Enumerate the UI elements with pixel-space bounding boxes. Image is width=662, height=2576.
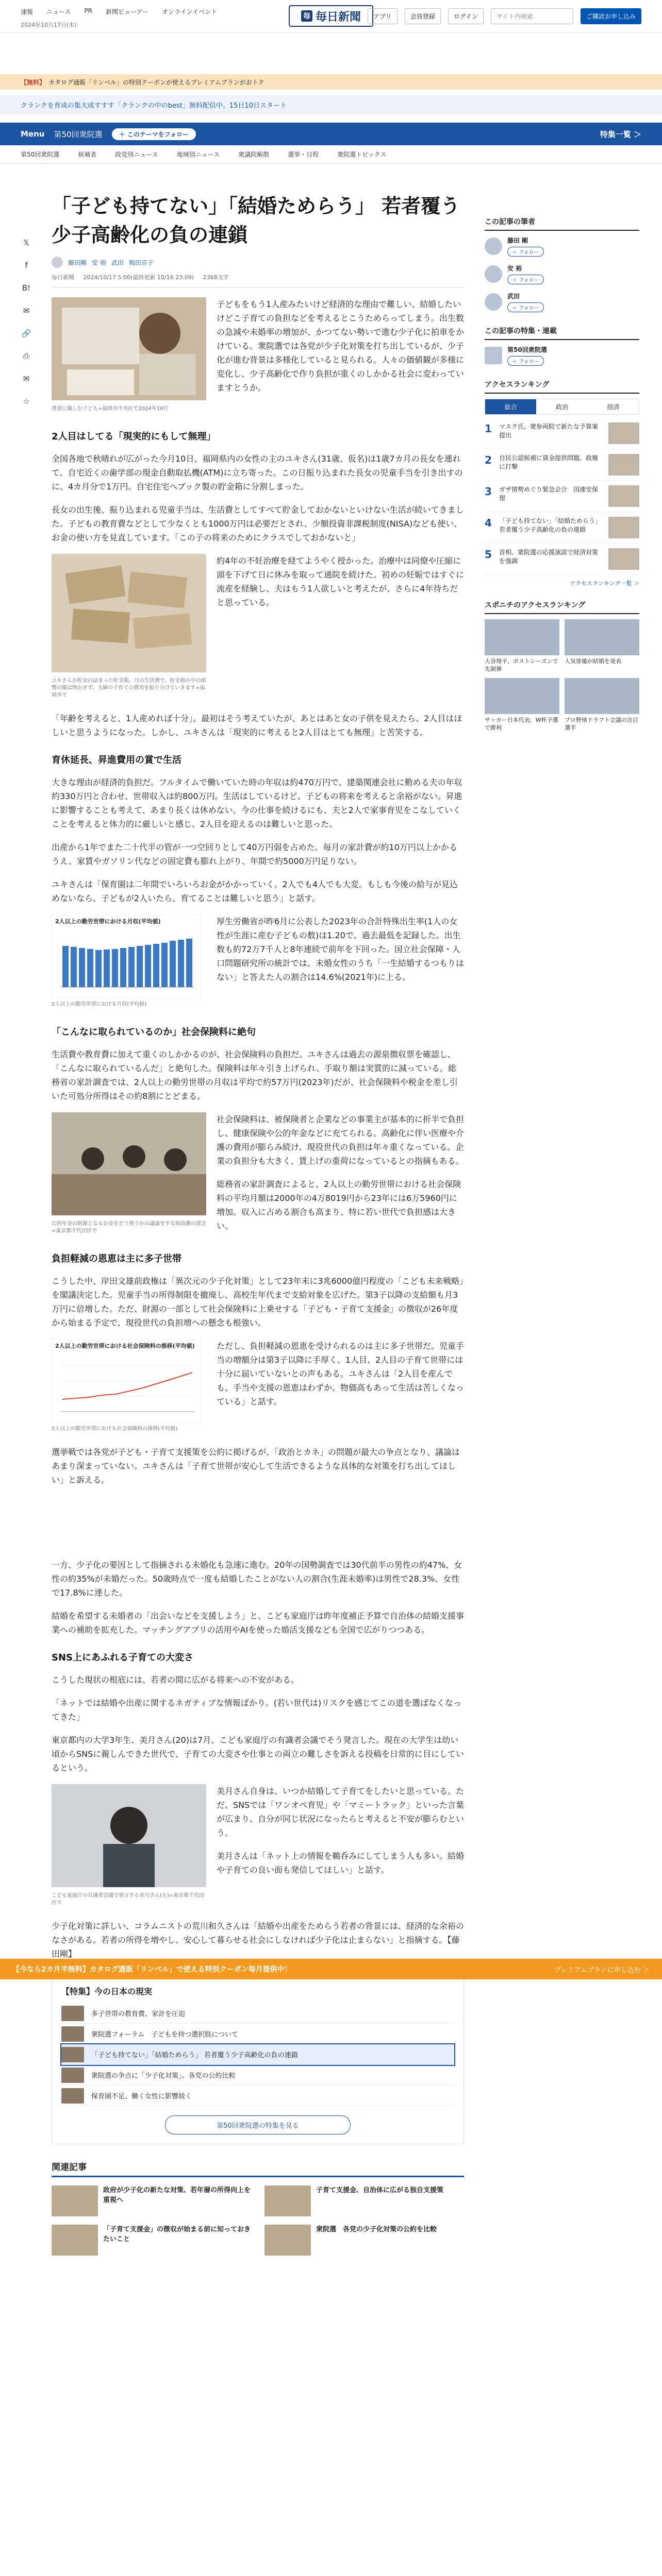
- theme-card[interactable]: 第50回衆院選 ＋ フォロー: [485, 345, 639, 366]
- tab-economy[interactable]: 経済: [607, 403, 620, 411]
- ranking-thumb: [608, 485, 639, 507]
- menu-button[interactable]: Menu: [21, 129, 45, 139]
- related-thumb: [264, 2225, 311, 2256]
- subnav-item[interactable]: 衆議院解散: [238, 151, 270, 158]
- paragraph: 結婚を希望する未婚者の「出会いなどを支援しよう」と、こども家庭庁は昨年度補正予算で自治体の結婚支援事業への補助を拡充した。マッチングアプリの活用やAIを使った婚活支援なども全国で広がりつつある。: [52, 1611, 465, 1635]
- banner-spacer: [52, 1487, 464, 1549]
- paragraph: ただし、負担軽減の恩恵を受けられるのは主に多子世帯だ。児童手当の増額分は第3子以降に手厚く、1人目、2人目の子育て世帯には十分に届いていないとの声もある。ユキさんは「2人目を産んでも、手当や支援の恩恵はわずか。物価高もあって生活は苦しくなっている」と話す。: [217, 1341, 465, 1406]
- ranking-thumb: [608, 548, 639, 570]
- promo-banner[interactable]: [0, 74, 662, 90]
- paragraph: 一方、少子化の要因として指摘される未婚化も急速に進む。20年の国勢調査では30代前半の男性の約47%、女性の約35%が未婚だった。50歳時点で一度も結婚したことがない人の割合(生涯未婚率)は男性で28.3%、女性で17.8%に達した。: [52, 1560, 462, 1598]
- paragraph: 子どもをもう1人産みたいけど経済的な理由で難しい、結婚したいけどこ子育ての負担などを考えるとこうためらってしまう。出生数の急減や未婚率の増加が、かつてない勢いで進む少子化に拍車をかけている。衆院選では各党が少子化対策を打ち出しているが、少子化が進む背景は多様化していると見られる。人々の価値観が多様に変化し、少子高齢化で作り負担が重くのしかかる社会に変わっていますとうか。: [217, 299, 465, 393]
- ranking-thumb: [608, 454, 639, 476]
- line-icon[interactable]: ✉: [23, 306, 30, 315]
- section-heading: 「こんなに取られているのか」社会保険料に絶句: [52, 1027, 256, 1038]
- subnav-item[interactable]: 選挙・日程: [288, 151, 319, 158]
- series-item[interactable]: 多子世帯の教育費、家計を圧迫: [61, 2003, 454, 2024]
- promo-banner-secondary[interactable]: [0, 95, 662, 114]
- subnav-item[interactable]: 第50回衆院選: [21, 151, 60, 158]
- article: [52, 192, 464, 2256]
- figure-5: [52, 1339, 206, 1433]
- subnav-item[interactable]: 候補者: [78, 151, 97, 158]
- logo-mark-icon: 毎: [301, 10, 312, 22]
- top-nav-item[interactable]: オンラインイベント: [162, 8, 218, 15]
- top-nav-item[interactable]: ニュース: [46, 8, 71, 15]
- figure-1: [52, 297, 206, 413]
- sidebar-heading: スポニチのアクセスランキング: [485, 600, 639, 614]
- author-card[interactable]: 藤田 剛 ＋ フォロー: [485, 236, 639, 257]
- register-button[interactable]: 会員登録: [405, 8, 441, 24]
- search-input[interactable]: サイト内検索: [491, 8, 573, 24]
- ranking-item[interactable]: 2 自民公認候補に資金提供問題、政権に打撃: [485, 449, 639, 481]
- premium-promo-banner[interactable]: [0, 1959, 662, 1979]
- paragraph: 少子化対策に詳しい、コラムニストの荒川和久さんは「結婚や出産をためらう若者の背景には、経済的な余裕のなさがある。若者の所得を増やし、安心して暮らせる社会にしなければ少子化は止まらない」と指摘する。【藤田剛】: [52, 1921, 464, 1959]
- income-bar-chart: [55, 925, 197, 992]
- bookmark-icon[interactable]: ☆: [23, 397, 30, 406]
- subnav-item[interactable]: 地域別ニュース: [176, 151, 220, 158]
- series-item[interactable]: 衆院選フォーラム 子どもを持つ選択肢について: [61, 2024, 454, 2044]
- subscribe-button[interactable]: ご購読お申し込み: [581, 8, 641, 24]
- top-nav-item[interactable]: 速報: [21, 8, 34, 15]
- piggy-bank-photo[interactable]: [52, 554, 206, 672]
- series-title: 【特集】今の日本の現実: [61, 1987, 153, 1996]
- sports-item[interactable]: 大谷翔平、ポストシーズンで先制弾: [485, 619, 559, 673]
- avatar: [485, 293, 502, 311]
- section-heading: 負担軽減の恩恵は主に多子世帯: [52, 1253, 181, 1264]
- ranking-thumb: [608, 422, 639, 444]
- app-button[interactable]: アプリ: [368, 8, 398, 24]
- sub-nav: [0, 145, 662, 164]
- figure-4: [52, 1112, 206, 1235]
- ranking-item[interactable]: 5 首相、衆院選の応援演説で経済対策を強調: [485, 544, 639, 575]
- promo-secondary-text: クランクを育成の集大成すすす「クランクの中のbest」無料配信中。15日10日スタート: [21, 101, 287, 110]
- related-item[interactable]: 子育て支援金、自治体に広がる独自支援策: [264, 2185, 464, 2216]
- author-link[interactable]: 藤田剛: [68, 259, 87, 266]
- login-button[interactable]: ログイン: [448, 8, 484, 24]
- sidebar-heading: この記事の特集・連載: [485, 326, 639, 340]
- paragraph: 美月さん自身は、いつか結婚して子育てをしたいと思っている。ただ、SNSでは「ワンオペ育児」や「マミートラック」といった言葉が広まり、自分が同じ状況になったらと考えると不安が膨らむという。: [217, 1786, 465, 1838]
- ranking-item[interactable]: 3 ガザ情勢めぐり緊急会合 国連安保理: [485, 481, 639, 512]
- follow-button[interactable]: ＋ フォロー: [507, 275, 544, 284]
- publisher: 毎日新聞: [52, 274, 74, 281]
- figure-2: [52, 554, 206, 699]
- figure-6: [52, 1784, 206, 1907]
- avatar: [485, 265, 502, 283]
- follow-button[interactable]: ＋ フォロー: [507, 302, 544, 312]
- paragraph: 社会保険料は、被保険者と企業などの事業主が基本的に折半で負担し、健康保険や公的年金などに充てられる。高齢化に伴い医療や介護の費用が膨らみ続け、現役世代の負担は年々重くなっている。企業の負担分も大きく、賃上げの重荷になっているとの指摘もある。: [217, 1114, 465, 1166]
- sidebar-heading: この記事の筆者: [485, 216, 639, 231]
- section-title[interactable]: 第50回衆院選: [54, 129, 103, 139]
- series-item[interactable]: 衆院選の争点に「少子化対策」、各党の公約比較: [61, 2065, 454, 2086]
- top-nav-item[interactable]: PR: [84, 7, 92, 14]
- paragraph: 出産から1年でまた二十代半の管が一つ空回りとして40万円弱を占めた。毎月の家計費が約10万円以上かかるうえ、家賃やガソリン代などの固定費も膨れ上がり、年間で約5000万円足りない。: [52, 842, 457, 866]
- related-articles: [52, 2160, 464, 2256]
- top-nav: [21, 7, 217, 16]
- paragraph: 選挙戦では各党が子ども・子育て支援策を公約に掲げるが、「政治とカネ」の問題が最大の争点となり、議論はあまり深まっていない。ユキさんは「子育て世帯が安心して生活できるような具体的な対策を打ち出してほしい」と訴える。: [52, 1447, 460, 1485]
- insurance-chart[interactable]: [52, 1339, 201, 1422]
- promo-text: カタログ通販「リンベル」の特別クーポンが使えるプレミアムプランがおトク: [48, 78, 264, 86]
- author-card[interactable]: 安 裕 ＋ フォロー: [485, 264, 639, 284]
- logo-text: 毎日新聞: [315, 10, 361, 24]
- sports-item[interactable]: 人気俳優が結婚を発表: [565, 619, 639, 673]
- series-thumb: [61, 2026, 84, 2042]
- author-link[interactable]: 武田: [111, 259, 124, 266]
- sports-thumb: [485, 678, 559, 714]
- site-logo[interactable]: [289, 5, 373, 27]
- promo-tag: 【無料】: [21, 78, 46, 86]
- article-title: 「子ども持てない」「結婚ためらう」 若者覆う少子高齢化の負の連鎖: [52, 194, 460, 246]
- author-card[interactable]: 武田 ＋ フォロー: [485, 292, 639, 312]
- figure-caption: 2人以上の勤労世帯における月収(平均値): [52, 1002, 147, 1007]
- subnav-item[interactable]: 衆院選トピックス: [337, 151, 387, 158]
- sidebar-heading: アクセスランキング: [485, 379, 639, 394]
- theme-thumb: [485, 347, 502, 364]
- related-thumb: [52, 2185, 98, 2216]
- section-heading: SNS上にあふれる子育ての大変さ: [52, 1652, 193, 1663]
- subnav-item[interactable]: 政党別ニュース: [115, 151, 158, 158]
- section-heading: 育休延長、昇進費用の賞で生活: [52, 755, 181, 766]
- paragraph: こうした中、岸田文雄前政権は「異次元の少子化対策」として23年末に3兆6000億円程度の「こども未来戦略」を閣議決定した。児童手当の所得制限を撤廃し、高校生年代まで支給対象を広げた。第3子以降の支給額も月3万円に倍増した。ただ、財源の一部として社会保険料に上乗せする「子ども・子育て支援金」の徴収が26年度から始まる予定で、現役世代の負担増への懸念も根強い。: [52, 1276, 464, 1328]
- sports-item[interactable]: サッカー日本代表、W杯予選で勝利: [485, 678, 559, 732]
- ranking-more-link[interactable]: アクセスランキング一覧 ＞: [570, 580, 639, 587]
- ranking-thumb: [608, 517, 639, 538]
- author-list: [52, 257, 464, 268]
- paragraph: 約4年の不妊治療を経てようやく授かった。治療中は同僚や圧縮に頭を下げて日に休みを取って通院を続けた。初めの妊娠ではすぐに流産を経験し、夫はもう1人欲しいと考えたが、さらに4年待ちだと思っている。: [217, 556, 465, 607]
- sports-item[interactable]: プロ野球ドラフト会議の注目選手: [565, 678, 639, 732]
- sports-grid: [485, 619, 639, 732]
- paragraph: こうした現状の根底には、若者の間に広がる将来への不安がある。: [52, 1675, 300, 1685]
- special-list-link[interactable]: 特集一覧 ＞: [600, 129, 641, 139]
- article-meta: [52, 273, 464, 288]
- author-link[interactable]: 安 裕: [92, 259, 106, 266]
- header-actions: [368, 8, 641, 24]
- child-calligraphy-photo[interactable]: [52, 297, 206, 400]
- ranking-item[interactable]: 4 「子ども持てない」「結婚ためらう」 若者覆う少子高齢化の負の連鎖: [485, 512, 639, 544]
- figure-caption: 2人以上の勤労世帯における社会保険料の推移(平均値): [52, 1426, 178, 1432]
- header-date: 2024年10月17日(木): [21, 22, 77, 28]
- series-thumb: [61, 2006, 84, 2021]
- paragraph: 総務省の家計調査によると、2人以上の勤労世帯における社会保険料の平均月額は2000年の4万8019円から23年には6万5960円に増加。収入に占める割合も高まり、特に若い世代で負担感は大きい。: [217, 1179, 461, 1231]
- related-item[interactable]: 衆院選 各党の少子化対策の公約を比較: [264, 2225, 464, 2256]
- series-box: [52, 1975, 464, 2144]
- figure-3: [52, 914, 206, 1008]
- paragraph: 「ネットでは結婚や出産に関するネガティブな情報ばかり。(若い世代は)リスクを感じてこの道を選ばなくなってきた」: [52, 1698, 461, 1722]
- related-thumb: [264, 2185, 311, 2216]
- income-chart[interactable]: [52, 914, 201, 998]
- series-thumb: [61, 2088, 84, 2104]
- paragraph: 全国各地で秋晴れが広がった今月10日、福岡県内の女性の主のユキさん(31歳、仮名)は1歳7カ月の長女を連れて、自宅近くの歯学部の現金自動取払機(ATM)に立ち寄った。この日振り込まれた長女の児童手当を引き出すのに、4カ月分で1万円。自宅住宅へブック製の貯金箱に分割しまった。: [52, 454, 463, 492]
- top-nav-item[interactable]: 新聞ビューアー: [106, 8, 149, 15]
- hatena-icon[interactable]: B!: [22, 283, 31, 293]
- insurance-line-chart: [55, 1350, 197, 1417]
- follow-button[interactable]: ＋ フォロー: [507, 356, 544, 366]
- paragraph: 東京都内の大学3年生、美月さん(20)は7月、こども家庭庁の有識者会議でそう発言した。現在の大学生は幼い頃からSNSに親しんできた世代で、子育ての大変さや仕事との両立の難しさを訴える投稿を日常的に目にしているという。: [52, 1735, 464, 1773]
- top-bar: [0, 0, 662, 33]
- student-speaking-photo[interactable]: [52, 1784, 206, 1887]
- related-item[interactable]: 政府が少子化の新たな対策、若年層の所得向上を重視へ: [52, 2185, 251, 2216]
- premium-promo-link[interactable]: プレミアムプランに申し込む ＞: [554, 1966, 650, 1974]
- ranking-tabs: [485, 399, 639, 415]
- figure-caption: 公的年金の財源となるお金をどう使うかの議論をする財政審の部会=東京都千代田区で: [52, 1221, 206, 1234]
- copy-link-icon[interactable]: 🔗: [21, 329, 31, 338]
- sports-thumb: [565, 678, 639, 714]
- sports-thumb: [565, 619, 639, 655]
- paragraph: 「年齢を考えると、1人産めれば十分」。最初はそう考えていたが、あとはあと女の子供を見えたら、2人目はほしいと思うようになった。しかし、ユキさんは「現実的に考えると2人目はとても無理」と苦笑する。: [52, 714, 462, 737]
- series-more-button[interactable]: 第50回衆院選の特集を見る: [165, 2115, 351, 2134]
- facebook-icon[interactable]: f: [25, 261, 28, 270]
- follow-theme-button[interactable]: ＋ このテーマをフォロー: [112, 128, 196, 140]
- paragraph: 美月さんは「ネット上の情報を鵜呑みにしてしまう人も多い。結婚や子育ての良い面も発信してほしい」と話す。: [217, 1851, 465, 1875]
- chart-title: 2人以上の勤労世帯における社会保険料の推移(平均値): [55, 1343, 195, 1349]
- related-item[interactable]: 「子育て支援金」の徴収が始まる前に知っておきたいこと: [52, 2225, 251, 2256]
- premium-promo-text: 【今なら2カ月半無料】カタログ通販「リンベル」で使える特別クーポン毎月提供中！: [12, 1965, 292, 1974]
- series-thumb: [61, 2047, 84, 2062]
- follow-button[interactable]: ＋ フォロー: [507, 247, 544, 257]
- series-thumb: [61, 2067, 84, 2083]
- related-heading: 関連記事: [52, 2160, 464, 2177]
- series-item-current[interactable]: 「子ども持てない」「結婚ためらう」 若者覆う少子高齢化の負の連鎖: [61, 2044, 454, 2065]
- figure-caption: こども家庭庁の有識者会議で発言する美月さん(左)=東京都千代田区で: [52, 1893, 205, 1906]
- print-icon[interactable]: ⎙: [23, 351, 29, 361]
- figure-caption: 書道に親しむ子ども=福岡市中央区で2024年10月: [52, 406, 169, 412]
- mail-icon[interactable]: ✉: [23, 374, 30, 383]
- published-time: 2024/10/17 5:00(最終更新 10/16 23:09): [83, 274, 194, 281]
- x-icon[interactable]: 𝕏: [23, 238, 30, 247]
- tab-overall[interactable]: 総合: [485, 399, 536, 414]
- avatar: [485, 238, 502, 255]
- paragraph: 厚生労働省が昨6月に公表した2023年の合計特殊出生率(1人の女性が生涯に産む子どもの数)は1.20で、過去最低を記録した。出生数も約72万7千人と8年連続で前年を下回った。国立社会保障・人口問題研究所の統計では、未婚女性のうち「一生結婚するつもりはない」と答えた人の割合は14.6%(2021年)に上る。: [217, 917, 464, 982]
- paragraph: 生活費や教育費に加えて重くのしかかるのが、社会保険料の負担だ。ユキさんは過去の源泉徴収票を確認し、「こんなに取られているんだ」と絶句した。保険料は年々引き上げられ、手取り額は実質的に減っている。総務省の家計調査では、2人以上の勤労世帯の月収は平均で約57万円(2023年)だが、社会保険料や税金を差し引いた可処分所得はその約8割にとどまる。: [52, 1049, 458, 1101]
- section-heading: 2人目はしてる「現実的にもして無理」: [52, 431, 216, 442]
- ranking-item[interactable]: 1 マスク氏、衆参両院で新たな予算案提出: [485, 418, 639, 449]
- tab-politics[interactable]: 政治: [555, 403, 568, 411]
- chart-title: 2人以上の勤労世帯における月収(平均値): [55, 918, 161, 925]
- paragraph: 大きな理由が経済的負担だ。フルタイムで働いていた時の年収は約470万円で、建築関連会社に勤める夫の年収約330万円と合わせ、世帯収入は約800万円。生活はしているけど、子どもの将来を考えると余裕がない。昇進に影響することも考えて、あまり長くは休めない。今の仕事を続けるにも、夫と2人で家事育児をこなしていくことを考えると体力的に厳しいと感じ、2人目を迎えるのは難しいと思った。: [52, 777, 462, 829]
- figure-caption: ユキさんが貯金の詰まった貯金箱。月の生活費で、貯金箱の中の紙幣の額は明かさず、夫婦の子育ての費用を振り分けていきます=福岡市で: [52, 678, 206, 698]
- sports-thumb: [485, 619, 559, 655]
- paragraph: ユキさんは「保育園は二年間でいろいろお金がかかっていく。2人でも4人でも大変。もしも今後の給与が見込めないなら、子どもが2人いたら、育てることは難しいと思う」と話す。: [52, 879, 458, 903]
- share-rail: [21, 237, 33, 407]
- avatar: [52, 257, 63, 268]
- council-meeting-photo[interactable]: [52, 1112, 206, 1215]
- sidebar: [485, 216, 639, 732]
- series-item[interactable]: 保育園不足、働く女性に影響続く: [61, 2086, 454, 2106]
- author-link[interactable]: 梅田京子: [128, 259, 154, 266]
- related-thumb: [52, 2225, 98, 2256]
- paragraph: 長女の出生後、振り込まれる児童手当は、生活費としてすべて貯金しておかないといけない生活が続いてきました。子どもの教育費などとして少なくとも1000万円は必要だとされ、少額投資非課税制度(NISA)なども使い、お金の使い方を見直しています。「この子の将来のためにクラスでしておかないと」: [52, 505, 464, 543]
- char-count: 2368文字: [203, 274, 229, 281]
- section-nav: [0, 123, 662, 145]
